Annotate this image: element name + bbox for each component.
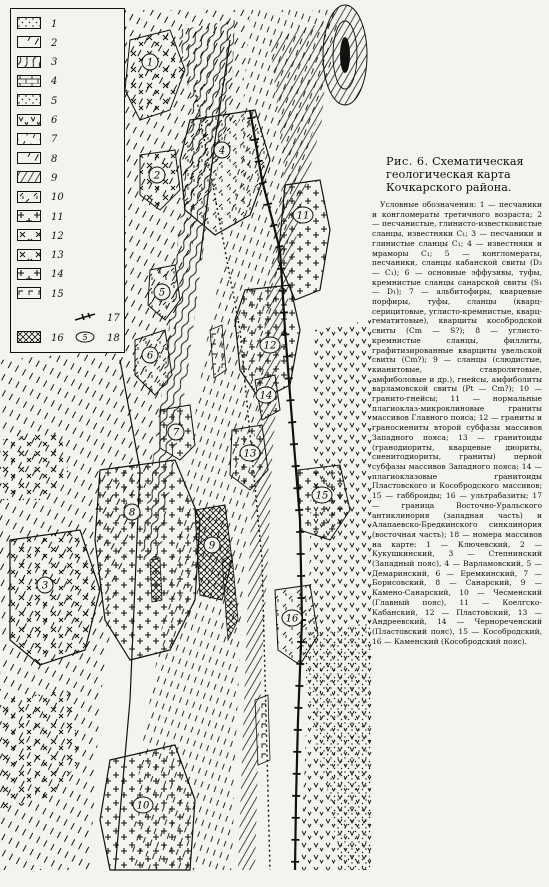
legend-number: 16 <box>51 332 64 344</box>
legend-item-4 <box>17 75 57 89</box>
legend-item-2 <box>17 36 57 50</box>
massif-label-15 <box>312 487 332 503</box>
legend-item-3 <box>17 56 57 70</box>
legend-number: 8 <box>51 153 58 165</box>
legend-item-5 <box>17 94 57 108</box>
legend-swatch-7 <box>17 133 45 147</box>
legend-swatch-9 <box>17 171 45 185</box>
massif-label-1 <box>142 54 158 70</box>
legend-number: 7 <box>51 134 58 146</box>
massif-number: 14 <box>259 390 273 402</box>
legend-item-14 <box>17 268 64 282</box>
legend-number: 9 <box>51 172 58 184</box>
legend-swatch-4 <box>17 75 45 89</box>
massif-label-16 <box>282 610 302 626</box>
legend-item-10 <box>17 191 64 205</box>
massif-number: 16 <box>285 613 299 625</box>
massif-number: 8 <box>128 507 136 519</box>
legend-number: 11 <box>51 211 64 223</box>
legend-swatch-17 <box>73 311 101 325</box>
massif-label-3 <box>37 577 53 593</box>
massif-label-14 <box>256 387 276 403</box>
legend-number: 12 <box>51 230 64 242</box>
boundary-tick <box>288 422 296 423</box>
legend-swatch-14 <box>17 268 45 282</box>
legend-item-16 <box>17 331 64 345</box>
legend-swatch-5 <box>17 94 45 108</box>
legend-number: 4 <box>51 76 58 88</box>
boundary-tick <box>286 400 294 401</box>
massif-number: 2 <box>153 170 161 182</box>
legend-number: 2 <box>51 37 58 49</box>
massif-label-11 <box>293 207 313 223</box>
caption-legend-text: Условные обозначения: 1 — песчаники и конгломераты третичного возраста; 2 — песчанистые, глинисто-известковистые сланцы, известняки C₁; 3 — песчаники и глинистые сланцы C₁; 4 — известняки и мраморы C₁; 5 — конгломераты, песчаники, сланцы кабанской свиты (D₃ — C₁); 6 — основные эффузивы, туфы, кремнистые сланцы санарской свиты (S₁ — D₁); 7 — альбитофиры, кварцевые порфиры, туфы, сланцы (кварц-серицитовые, углисто-кремнистые, кварц-гематитовые), кварциты кособродской свиты (Cm — S?); 8 — углисто-кремнистые сланцы, филлиты, графитизированные кварциты увельской свиты (Cm?); 9 — сланцы (слюдистые, кианитовые, ставролитовые, амфиболовые и др.), гнейсы, амфиболиты варламовской свиты (Pt — Cm?); 10 — гранито-гнейсы; 11 — нормальные плагиоклаз-микроклиновые граниты массивов Главного пояса; 12 — граниты и граносиениты второй субфазы массивов Западного пояса; 13 — гранитоиды (гранодиориты, кварцевые диориты, сиенитодиориты, граниты) первой субфазы массивов Западного пояса; 14 — плагиоклазовые гранитоиды Пластовского и Кособродского массивов; 15 — габброиды; 16 — ультрабазиты; 17 — граница Восточно-Уральского антиклинория (западная часть) и Алапаевско-Бредкинского синклинория (восточная часть); 18 — номера массивов на карте: 1 — Ключевский, 2 — Кукушкинский, 3 — Степнинский (Западный пояс), 4 — Варламовский, 5 — Демаринский, 6 — Еремкинский, 7 — Борисовский, 8 — Санарский, 9 — Камено-Санарский, 10 — Чесменский (Главный пояс), 11 — Коелгско-Кабанский, 12 — Пластовский, 13 — Андреевский, 14 — Чернореченский (Пластовский пояс), 15 — Кособродский, 16 — Каменский (Кособродский пояс). <box>372 200 542 646</box>
legend-swatch-1 <box>17 17 45 31</box>
figure-label: Рис. 6. <box>386 155 429 168</box>
boundary-tick <box>290 444 298 445</box>
massif-label-8 <box>124 504 140 520</box>
massif-number: 15 <box>315 490 329 502</box>
legend-item-13 <box>17 249 64 263</box>
massif-label-13 <box>240 445 260 461</box>
massif-number: 4 <box>218 145 226 157</box>
legend-swatch-12 <box>17 229 45 243</box>
legend-swatch-11 <box>17 210 45 224</box>
massif-label-5 <box>154 284 170 300</box>
legend-swatch-15 <box>17 287 45 301</box>
boundary-tick <box>293 488 301 489</box>
legend-item-8 <box>17 152 57 166</box>
legend-swatch-13 <box>17 249 45 263</box>
massif-label-9 <box>204 537 220 553</box>
legend-number: 10 <box>51 192 64 204</box>
massif-number: 11 <box>296 210 310 222</box>
legend-item-9 <box>17 171 57 185</box>
massif-number: 13 <box>243 448 257 460</box>
map-legend <box>10 8 125 353</box>
massif-number: 6 <box>146 350 154 362</box>
legend-item-1 <box>17 17 57 31</box>
massif-label-12 <box>260 337 280 353</box>
massif-number: 5 <box>158 287 166 299</box>
legend-item-12 <box>17 229 64 243</box>
legend-swatch-6 <box>17 114 45 128</box>
legend-number: 18 <box>107 332 120 344</box>
massif-number: 3 <box>41 580 49 592</box>
massif-number: 9 <box>208 540 216 552</box>
legend-item-18 <box>73 331 120 345</box>
massif-label-10 <box>133 797 153 813</box>
caption-title <box>386 155 542 194</box>
legend-number: 17 <box>107 312 120 324</box>
massif-number: 10 <box>136 800 150 812</box>
legend-number: 13 <box>51 250 64 262</box>
legend-number: 1 <box>51 18 58 30</box>
massif-number: 1 <box>146 57 154 69</box>
legend-swatch-18 <box>73 331 101 345</box>
boundary-tick <box>295 510 303 511</box>
legend-swatch-3 <box>17 56 45 70</box>
figure-title: Схематическая геологическая карта Кочкарского района. <box>386 155 524 194</box>
boundary-tick <box>285 378 293 379</box>
legend-symbol-18-number: 5 <box>82 333 88 342</box>
legend-item-17 <box>73 311 120 325</box>
legend-item-7 <box>17 133 57 147</box>
legend-number: 15 <box>51 288 64 300</box>
legend-item-15 <box>17 287 64 301</box>
massif-number: 7 <box>172 427 180 439</box>
massif-label-7 <box>168 424 184 440</box>
legend-item-6 <box>17 114 57 128</box>
boundary-tick <box>292 466 300 467</box>
legend-swatch-2 <box>17 36 45 50</box>
legend-item-11 <box>17 210 64 224</box>
legend-swatch-10 <box>17 191 45 205</box>
massif-label-6 <box>142 347 158 363</box>
legend-number: 5 <box>51 95 58 107</box>
figure-caption <box>372 155 542 875</box>
massif-number: 12 <box>263 340 277 352</box>
legend-number: 6 <box>51 115 58 126</box>
boundary-tick <box>281 334 289 335</box>
massif-label-4 <box>214 142 230 158</box>
legend-number: 3 <box>51 57 58 69</box>
boundary-tick <box>283 356 291 357</box>
legend-swatch-8 <box>17 152 45 166</box>
massif-label-2 <box>149 167 165 183</box>
legend-number: 14 <box>51 269 64 281</box>
legend-swatch-16 <box>17 331 45 345</box>
